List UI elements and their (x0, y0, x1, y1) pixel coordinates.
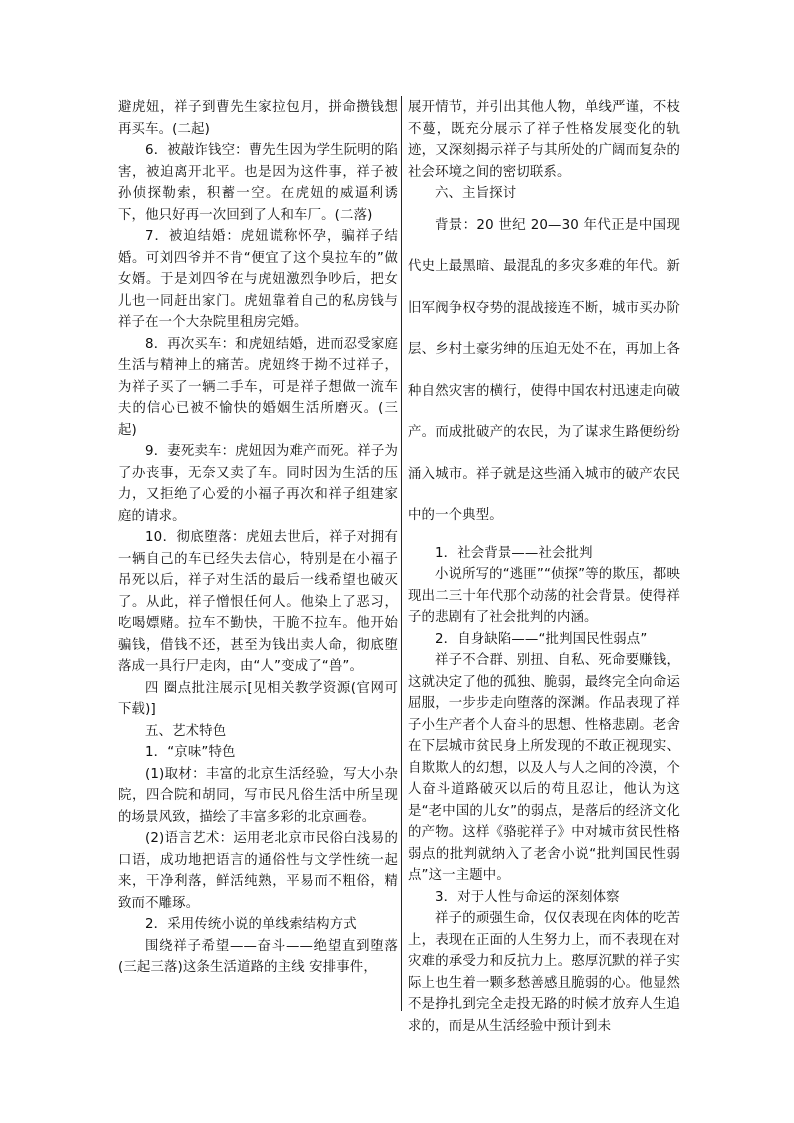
paragraph: 8．再次买车：和虎妞结婚，进而忍受家庭生活与精神上的痛苦。虎妞终于拗不过祥子，为祥子买了一辆二手车，可是祥子想做一流车夫的信心已被不愉快的婚姻生活所磨灭。(三起) (118, 336, 398, 438)
subsection-heading: 1．社会背景——社会批判 (435, 545, 593, 561)
paragraph: 祥子的顽强生命，仅仅表现在肉体的吃苦上，表现在正面的人生努力上，而不表现在对灾难的承受力和反抗力上。憨厚沉默的祥子实际上也生着一颗多愁善感且脆弱的心。他显然不是挣扎到完全走投无路的时候才放弃人生追求的，而是从生活经验中预计到未 (408, 911, 680, 1034)
subsection-heading: 2．自身缺陷——“批判国民性弱点” (435, 631, 648, 647)
left-column (118, 97, 398, 979)
subsection-heading: 2．采用传统小说的单线索结构方式 (145, 917, 357, 932)
subsection-heading: 3．对于人性与命运的深刻体察 (435, 889, 620, 905)
column-divider (401, 96, 402, 1011)
paragraph: 小说所写的“逃匪”“侦探”等的欺压，都映现出二三十年代那个动荡的社会背景。使得祥子的悲剧有了社会批判的内涵。 (408, 567, 680, 625)
paragraph: 10．彻底堕落：虎妞去世后，祥子对拥有一辆自己的车已经失去信心，特别是在小福子吊死以后，祥子对生活的最后一线希望也破灭了。从此，祥子憎恨任何人。他染上了恶习，吃喝嫖赌。拉车不勤快，干脆不拉车。他开始骗钱，借钱不还，甚至为钱出卖人命，彻底堕落成一具行尸走肉，由“人”变成了“兽”。 (118, 530, 398, 674)
paragraph: 围绕祥子希望——奋斗——绝望直到堕落(三起三落)这条生活道路的主线 安排事件， (118, 938, 398, 975)
paragraph: 7．被迫结婚：虎妞谎称怀孕，骗祥子结婚。可刘四爷并不肯“便宜了这个臭拉车的”做女婿。于是刘四爷在与虎妞激烈争吵后，把女儿也一同赶出家门。虎妞靠着自己的私房钱与祥子在一个大杂院里租房完婚。 (118, 229, 398, 330)
subsection-heading: 1．“京味”特色 (145, 745, 236, 760)
paragraph: 祥子不合群、别扭、自私、死命要赚钱，这就决定了他的孤独、脆弱，最终完全向命运屈服，一步步走向堕落的深渊。作品表现了祥子小生产者个人奋斗的思想、性格悲剧。老舍在下层城市贫民身上所发现的不敢正视现实、自欺欺人的幻想，以及人与人之间的冷漠，个人奋斗道路破灭以后的苟且忍让，他认为这是“老中国的儿女”的弱点，是落后的经济文化的产物。这样《骆驼祥子》中对城市贫民性格弱点的批判就纳入了老舍小说“批判国民性弱点”这一主题中。 (408, 653, 680, 883)
background-paragraph: 背景：20 世纪 20—30 年代正是中国现代史上最黑暗、最混乱的多灾多难的年代。新旧军阀争权夺势的混战接连不断，城市买办阶层、乡村土豪劣绅的压迫无处不在，再加上各种自然灾害的横行，使得中国农村迅速走向破产。而成批破产的农民，为了谋求生路便纷纷涌入城市。祥子就是这些涌入城市的破产农民中的一个典型。 (408, 217, 680, 523)
paragraph: 避虎妞，祥子到曹先生家拉包月，拼命攒钱想再买车。(二起) (118, 100, 398, 137)
paragraph: (2)语言艺术：运用老北京市民俗白浅易的口语，成功地把语言的通俗性与文学性统一起来，干净利落，鲜活纯熟，平易而不粗俗，精致而不雕琢。 (118, 831, 398, 911)
section-heading: 五、艺术特色 (145, 723, 227, 739)
right-column (408, 97, 680, 1037)
section-heading: 四 圈点批注展示[见相关教学资源(官网可下载)] (118, 680, 398, 717)
section-heading: 六、主旨探讨 (435, 186, 517, 201)
paragraph: 展开情节，并引出其他人物，单线严谨，不枝不蔓，既充分展示了祥子性格发展变化的轨迹，又深刻揭示祥子与其所处的广阔而复杂的社会环境之间的密切联系。 (408, 100, 680, 180)
paragraph: (1)取材：丰富的北京生活经验，写大小杂院，四合院和胡同，写市民凡俗生活中所呈现的场景风致，描绘了丰富多彩的北京画卷。 (118, 766, 398, 825)
paragraph: 6．被敲诈钱空：曹先生因为学生阮明的陷害，被迫离开北平。也是因为这件事，祥子被孙侦探勒索，积蓄一空。在虎妞的威逼利诱下，他只好再一次回到了人和车厂。(二落) (118, 143, 398, 223)
paragraph: 9．妻死卖车：虎妞因为难产而死。祥子为了办丧事，无奈又卖了车。同时因为生活的压力，又拒绝了心爱的小福子再次和祥子组建家庭的请求。 (118, 444, 398, 524)
